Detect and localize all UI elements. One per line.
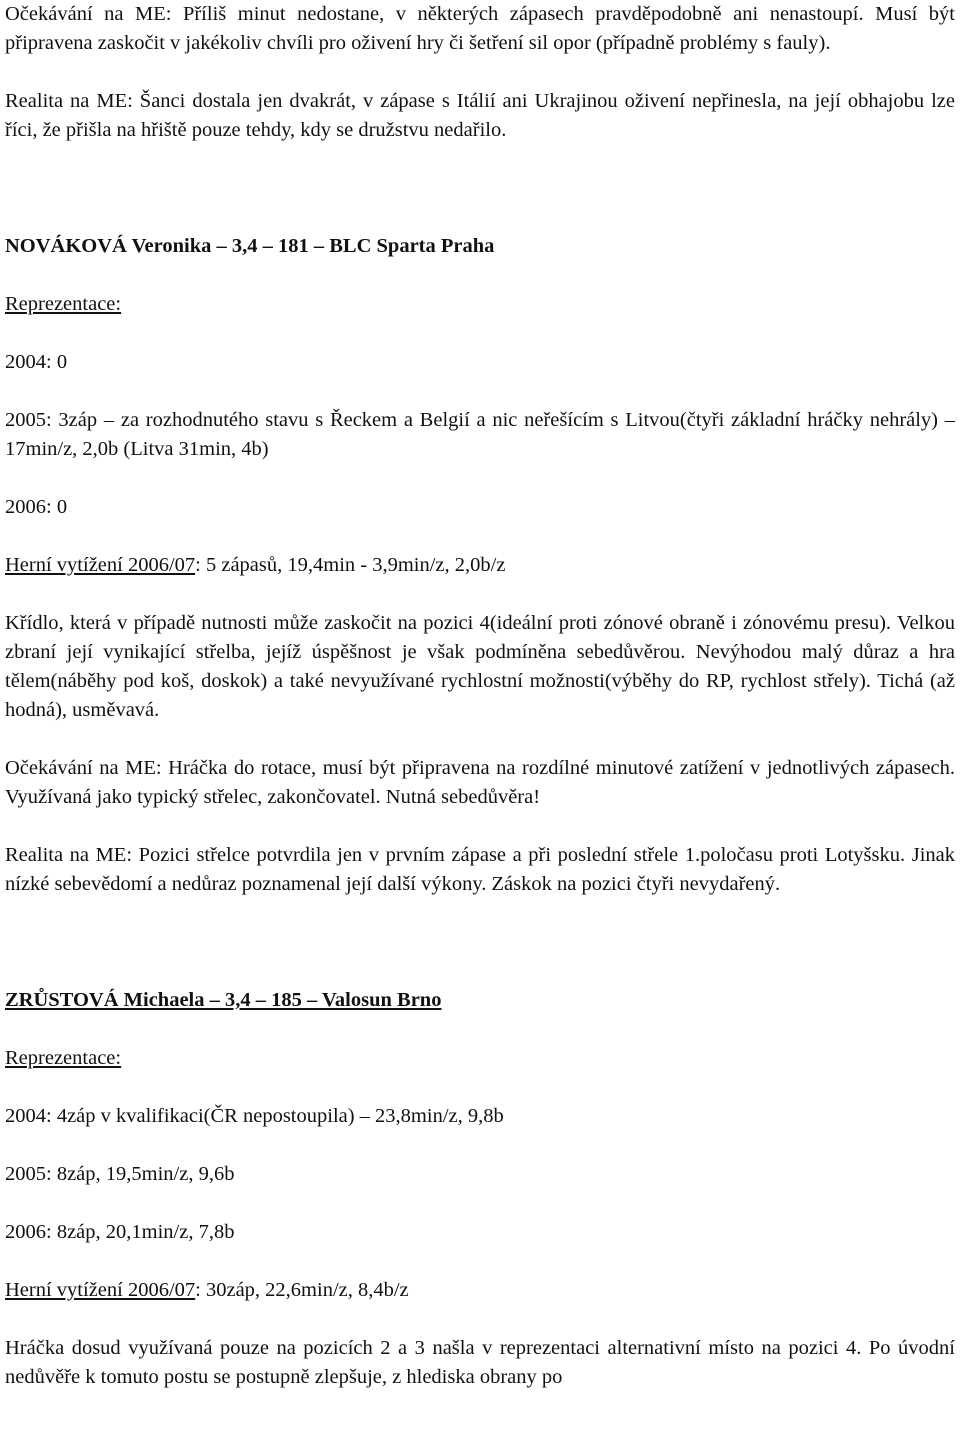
- player2-year-2006: 2006: 8záp, 20,1min/z, 7,8b: [5, 1221, 235, 1243]
- document-page: [5, 0, 955, 1392]
- player1-load-value: : 5 zápasů, 19,4min - 3,9min/z, 2,0b/z: [195, 554, 506, 576]
- player2-rep-label: Reprezentace:: [5, 1047, 122, 1069]
- player2-description: Hráčka dosud využívaná pouze na pozicích 2 a 3 našla v reprezentaci alternativní místo na pozici 4. Po úvodní nedůvěře k tomuto postu se postupně zlepšuje, z hlediska obrany po: [5, 1337, 955, 1388]
- player1-load-label: Herní vytížení 2006/07: [5, 554, 196, 576]
- player2-heading: ZRŮSTOVÁ Michaela – 3,4 – 185 – Valosun Brno: [5, 989, 442, 1011]
- player1-year-2006: 2006: 0: [5, 496, 68, 518]
- player1-year-2004: 2004: 0: [5, 351, 68, 373]
- player2-year-2004: 2004: 4záp v kvalifikaci(ČR nepostoupila) – 23,8min/z, 9,8b: [5, 1105, 504, 1127]
- player1-load: [5, 551, 955, 580]
- player1-heading: NOVÁKOVÁ Veronika – 3,4 – 181 – BLC Sparta Praha: [5, 235, 495, 257]
- player1-expectation: Očekávání na ME: Hráčka do rotace, musí být připravena na rozdílné minutové zatížení v jednotlivých zápasech. Využívaná jako typický střelec, zakončovatel. Nutná sebedůvěra!: [5, 757, 955, 808]
- player2-year-2005: 2005: 8záp, 19,5min/z, 9,6b: [5, 1163, 235, 1185]
- player1-rep-label: Reprezentace:: [5, 293, 122, 315]
- player2-load-value: : 30záp, 22,6min/z, 8,4b/z: [195, 1279, 409, 1301]
- intro-expectation: Očekávání na ME: Příliš minut nedostane, v některých zápasech pravděpodobně ani nenastoupí. Musí být připravena zaskočit v jakékoliv chvíli pro oživení hry či šetření sil opor (případně problémy s fauly).: [5, 3, 955, 54]
- intro-reality: Realita na ME: Šanci dostala jen dvakrát, v zápase s Itálií ani Ukrajinou oživení nepřinesla, na její obhajobu lze říci, že přišla na hřiště pouze tehdy, kdy se družstvu nedařilo.: [5, 90, 955, 141]
- player1-reality: Realita na ME: Pozici střelce potvrdila jen v prvním zápase a při poslední střele 1.poločasu proti Lotyšsku. Jinak nízké sebevědomí a nedůraz poznamenal její další výkony. Záskok na pozici čtyři nevydařený.: [5, 844, 955, 895]
- player1-description: Křídlo, která v případě nutnosti může zaskočit na pozici 4(ideální proti zónové obraně i zónovému presu). Velkou zbraní její vynikající střelba, jejíž úspěšnost je však podmíněna sebedůvěrou. Nevýhodou malý důraz a hra tělem(náběhy pod koš, doskok) a také nevyužívané rychlostní možnosti(výběhy do RP, rychlost střely). Tichá (až hodná), usměvavá.: [5, 612, 955, 721]
- player1-year-2005: 2005: 3záp – za rozhodnutého stavu s Řeckem a Belgií a nic neřešícím s Litvou(čtyři základní hráčky nehrály) – 17min/z, 2,0b (Litva 31min, 4b): [5, 409, 955, 460]
- player2-load: [5, 1276, 955, 1305]
- player2-load-label: Herní vytížení 2006/07: [5, 1279, 196, 1301]
